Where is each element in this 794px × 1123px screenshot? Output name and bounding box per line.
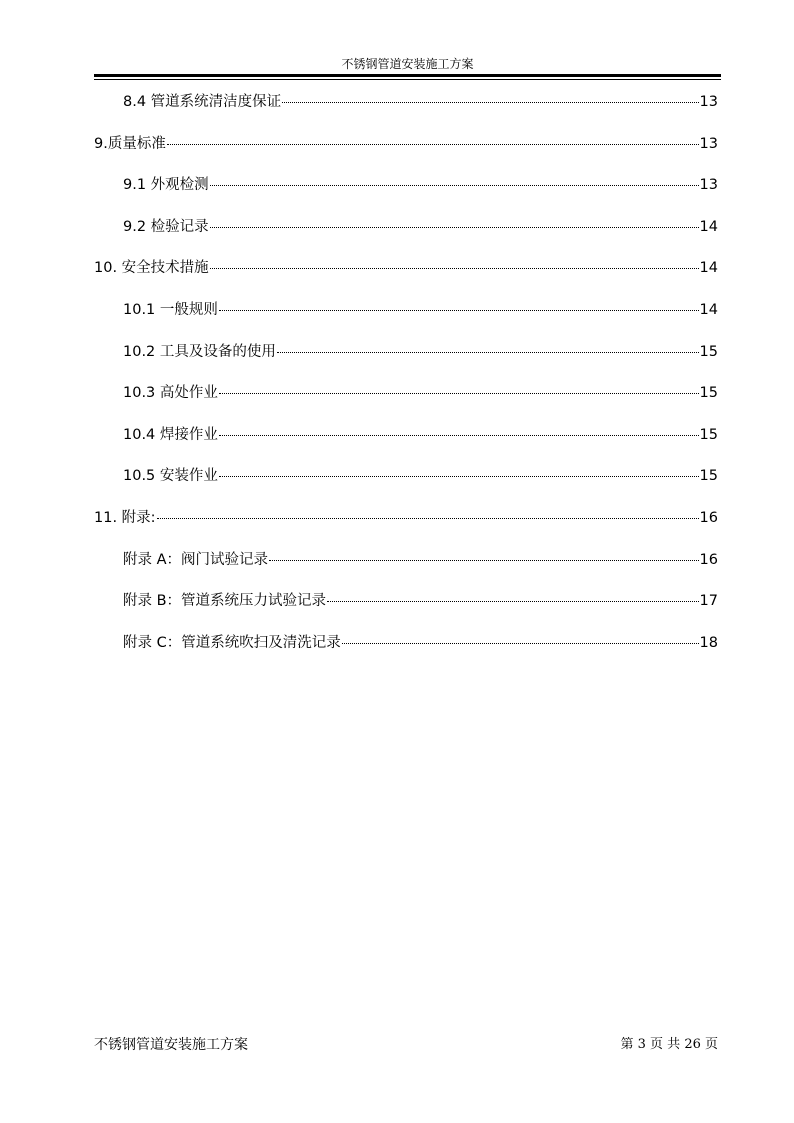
toc-entry-title: 10.5 安装作业 bbox=[123, 468, 218, 485]
footer-doc-title: 不锈钢管道安装施工方案 bbox=[94, 1037, 248, 1053]
toc-entry-page-number: 17 bbox=[699, 593, 718, 610]
toc-entry[interactable] bbox=[94, 632, 718, 674]
toc-dot-leader bbox=[157, 518, 699, 519]
toc-entry-title: 9.2 检验记录 bbox=[123, 218, 209, 235]
toc-entry-title: 附录 B：管道系统压力试验记录 bbox=[123, 593, 327, 610]
toc-dot-leader bbox=[269, 560, 699, 561]
toc-entry-title: 10.3 高处作业 bbox=[123, 385, 218, 402]
table-of-contents bbox=[94, 91, 718, 673]
toc-entry-page-number: 16 bbox=[699, 509, 718, 526]
toc-entry-title: 10.4 焊接作业 bbox=[123, 426, 218, 443]
toc-dot-leader bbox=[277, 352, 699, 353]
toc-entry-title: 11. 附录: bbox=[94, 509, 156, 526]
toc-entry[interactable] bbox=[94, 549, 718, 591]
toc-entry[interactable] bbox=[94, 424, 718, 466]
toc-dot-leader bbox=[210, 268, 699, 269]
toc-entry-title: 9.质量标准 bbox=[94, 135, 166, 152]
toc-dot-leader bbox=[167, 144, 699, 145]
toc-entry-title: 10. 安全技术措施 bbox=[94, 260, 209, 277]
toc-entry[interactable] bbox=[94, 133, 718, 175]
toc-entry-title: 附录 C：管道系统吹扫及清洗记录 bbox=[123, 634, 341, 651]
toc-entry-title: 附录 A：阀门试验记录 bbox=[123, 551, 269, 568]
toc-entry-page-number: 15 bbox=[699, 343, 718, 360]
toc-entry-page-number: 15 bbox=[699, 468, 718, 485]
toc-entry-page-number: 14 bbox=[699, 301, 718, 318]
toc-entry-page-number: 13 bbox=[699, 135, 718, 152]
toc-entry-page-number: 18 bbox=[699, 634, 718, 651]
toc-entry[interactable] bbox=[94, 91, 718, 133]
toc-entry-title: 8.4 管道系统清洁度保证 bbox=[123, 94, 282, 110]
toc-entry[interactable] bbox=[94, 382, 718, 424]
toc-entry-title: 9.1 外观检测 bbox=[123, 177, 209, 194]
toc-dot-leader bbox=[210, 185, 699, 186]
toc-dot-leader bbox=[342, 643, 699, 644]
toc-entry[interactable] bbox=[94, 590, 718, 632]
toc-dot-leader bbox=[210, 227, 699, 228]
toc-entry-page-number: 16 bbox=[699, 551, 718, 568]
header-rule-thick bbox=[94, 74, 721, 77]
toc-entry-title: 10.1 一般规则 bbox=[123, 301, 218, 318]
toc-entry[interactable] bbox=[94, 257, 718, 299]
header-rule-thin bbox=[94, 79, 721, 80]
toc-entry-page-number: 13 bbox=[699, 94, 718, 110]
toc-dot-leader bbox=[219, 393, 699, 394]
toc-entry-page-number: 15 bbox=[699, 426, 718, 443]
toc-entry[interactable] bbox=[94, 299, 718, 341]
toc-dot-leader bbox=[219, 435, 699, 436]
footer-page-info: 第 3 页 共 26 页 bbox=[620, 1037, 718, 1052]
page-header-title: 不锈钢管道安装施工方案 bbox=[341, 57, 474, 71]
toc-dot-leader bbox=[327, 601, 698, 602]
toc-dot-leader bbox=[219, 310, 699, 311]
toc-entry[interactable] bbox=[94, 216, 718, 258]
toc-entry-page-number: 13 bbox=[699, 177, 718, 194]
toc-dot-leader bbox=[282, 102, 698, 103]
toc-dot-leader bbox=[219, 476, 699, 477]
toc-entry-page-number: 14 bbox=[699, 218, 718, 235]
toc-entry[interactable] bbox=[94, 174, 718, 216]
toc-entry[interactable] bbox=[94, 341, 718, 383]
toc-entry-page-number: 14 bbox=[699, 260, 718, 277]
toc-entry-title: 10.2 工具及设备的使用 bbox=[123, 343, 276, 360]
toc-entry-page-number: 15 bbox=[699, 385, 718, 402]
toc-entry[interactable] bbox=[94, 507, 718, 549]
toc-entry[interactable] bbox=[94, 465, 718, 507]
